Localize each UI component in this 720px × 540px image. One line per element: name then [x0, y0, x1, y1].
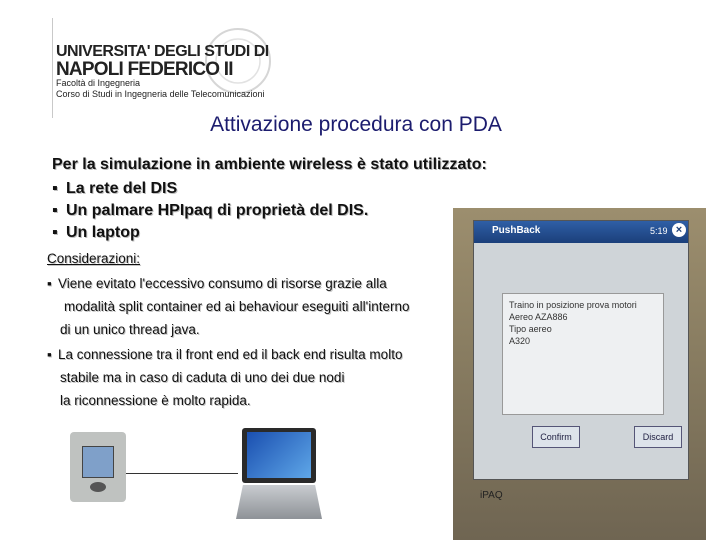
bullet-square-icon: ▪ [47, 276, 52, 291]
consideration-line: stabile ma in caso di caduta di uno dei due nodi [60, 370, 345, 385]
connection-line [126, 473, 238, 474]
pda-discard-button: Discard [634, 426, 682, 448]
pda-brand: iPAQ [480, 490, 503, 501]
pda-text-line: A320 [509, 336, 531, 346]
pda-confirm-button: Confirm [532, 426, 580, 448]
consideration-text: Viene evitato l'eccessivo consumo di risorse grazie alla [58, 276, 387, 291]
pda-title-bar [474, 221, 688, 243]
pda-screen [473, 220, 689, 480]
bullet-square-icon: ▪ [52, 202, 58, 219]
consideration-line [47, 276, 387, 291]
laptop-screen [247, 432, 311, 478]
logo-napoli-line: NAPOLI FEDERICO II [56, 59, 233, 80]
intro-lead: Per la simulazione in ambiente wireless è stato utilizzato: [52, 156, 487, 173]
pda-app-title: PushBack [492, 225, 541, 236]
intro-bullet-text: La rete del DIS [66, 180, 178, 197]
pda-photo [453, 208, 706, 540]
intro-bullet [52, 202, 368, 220]
laptop-keyboard [236, 485, 322, 519]
bullet-square-icon: ▪ [47, 347, 52, 362]
intro-bullet-text: Un laptop [66, 224, 140, 241]
pda-device-screen [82, 446, 114, 478]
university-logo [52, 18, 269, 118]
bullet-square-icon: ▪ [52, 224, 58, 241]
intro-bullet [52, 224, 140, 242]
consideration-line: modalità split container ed ai behaviour eseguiti all'interno [64, 299, 410, 314]
faculty-name: Facoltà di Ingegneria [56, 78, 141, 88]
pda-device-button [90, 482, 106, 492]
laptop-lid [242, 428, 316, 483]
course-name: Corso di Studi in Ingegneria delle Telecomunicazioni [56, 89, 265, 99]
pda-text-line: Tipo aereo [509, 324, 552, 334]
intro-bullet-text: Un palmare HPIpaq di proprietà del DIS. [66, 202, 369, 219]
bullet-square-icon: ▪ [52, 180, 58, 197]
close-icon: × [672, 223, 686, 237]
pda-text-line: Aereo AZA886 [509, 312, 568, 322]
consideration-line: la riconnessione è molto rapida. [60, 393, 251, 408]
logo-university-line: UNIVERSITA' DEGLI STUDI DI [56, 43, 269, 60]
consideration-line [47, 347, 402, 362]
intro-bullet [52, 180, 177, 198]
pda-text-line: Traino in posizione prova motori [509, 300, 637, 310]
consideration-line: di un unico thread java. [60, 322, 200, 337]
laptop-icon [236, 428, 322, 522]
consideration-text: La connessione tra il front end ed il back end risulta molto [58, 347, 403, 362]
page-title: Attivazione procedura con PDA [210, 113, 502, 136]
considerations-heading: Considerazioni: [47, 251, 141, 266]
pda-device-icon [70, 432, 126, 502]
pda-text-area [502, 293, 664, 415]
pda-clock: 5:19 [650, 226, 668, 236]
